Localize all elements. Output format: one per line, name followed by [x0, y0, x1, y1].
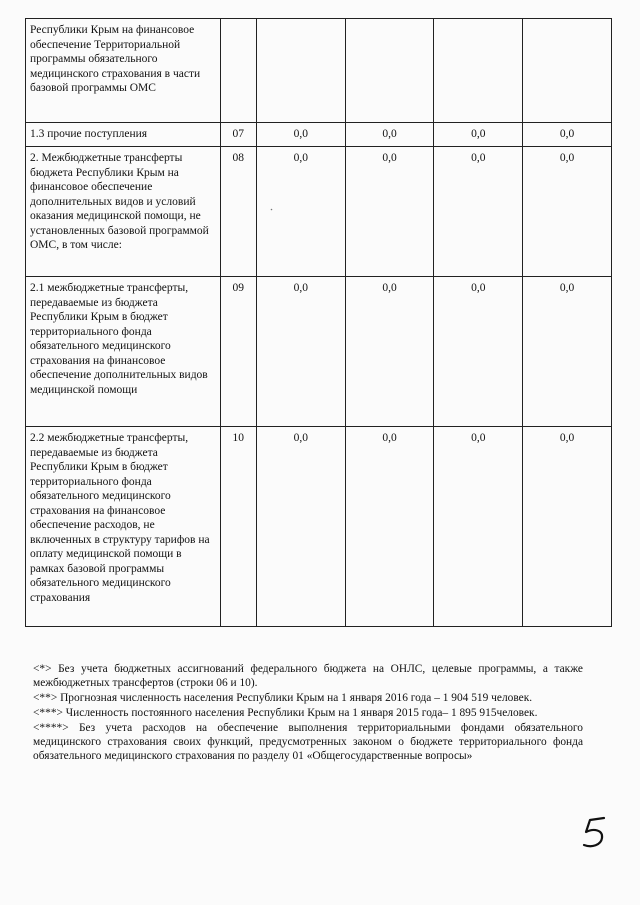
row-value-text: 0,0 [293, 282, 309, 294]
row-description-text: 2.2 межбюджетные трансферты, передаваемые из бюджета Республики Крым в бюджет территориального фонда обязательного медицинского страхования на финансовое обеспечение расходов, не включенных в структуру тарифов на оплату медицинской помощи в рамках базовой программы обязательного медицинского страхования [30, 432, 210, 604]
footnote: <****> Без учета расходов на обеспечение выполнения территориальными фондами обязательного медицинского страхования своих функций, предусмотренных законом о бюджете территориального фонда обязательного медицинского страхования по разделу 01 «Общегосударственные вопросы» [33, 722, 583, 762]
row-value [434, 147, 523, 277]
row-description-text: 2.1 межбюджетные трансферты, передаваемые из бюджета Республики Крым в бюджет территориального фонда обязательного медицинского страхования на финансовое обеспечение дополнительных видов медицинской помощи [30, 282, 208, 396]
handwritten-page-number [576, 812, 616, 852]
row-value-text: 0,0 [471, 282, 486, 294]
row-code-text: 07 [232, 128, 245, 140]
table-row [26, 147, 612, 277]
row-code [220, 427, 256, 627]
row-value [434, 277, 523, 427]
row-value [523, 147, 612, 277]
table-row [26, 427, 612, 627]
row-description-text: Республики Крым на финансовое обеспечение Территориальной программы обязательного медицинского страхования в части базовой программы ОМС [30, 24, 201, 94]
row-description [26, 19, 221, 123]
table-row [26, 277, 612, 427]
row-value-text: 0,0 [382, 282, 397, 294]
row-code [220, 19, 256, 123]
row-value-text: 0,0 [559, 152, 575, 164]
row-value [345, 277, 434, 427]
row-value [345, 147, 434, 277]
row-value-text: 0,0 [382, 128, 397, 140]
footnote: <**> Прогнозная численность населения Республики Крым на 1 января 2016 года – 1 904 519 человек. [33, 692, 533, 704]
row-value [523, 123, 612, 147]
row-code [220, 147, 256, 277]
row-value-text: 0,0 [382, 152, 397, 164]
row-value [345, 123, 434, 147]
row-code [220, 123, 256, 147]
row-value [256, 19, 345, 123]
row-value [434, 123, 523, 147]
row-code-text: 10 [232, 432, 245, 444]
row-value-text: 0,0 [293, 432, 309, 444]
scan-speck [270, 198, 273, 201]
row-value [345, 19, 434, 123]
row-value-text: 0,0 [382, 432, 397, 444]
row-value [434, 19, 523, 123]
row-description [26, 123, 221, 147]
footnote: <*> Без учета бюджетных ассигнований федерального бюджета на ОНЛС, целевые программы, а также межбюджетных трансфертов (строки 06 и 10). [33, 663, 583, 689]
table-row [26, 19, 612, 123]
row-code-text: 09 [232, 282, 245, 294]
row-description-text: 1.3 прочие поступления [30, 128, 148, 140]
row-value-text: 0,0 [293, 128, 309, 140]
row-value-text: 0,0 [471, 152, 486, 164]
row-value-text: 0,0 [293, 152, 309, 164]
row-value [256, 277, 345, 427]
row-description [26, 427, 221, 627]
row-value [523, 19, 612, 123]
row-description [26, 277, 221, 427]
row-value [523, 277, 612, 427]
row-value [345, 427, 434, 627]
row-value-text: 0,0 [559, 128, 575, 140]
row-description [26, 147, 221, 277]
row-value-text: 0,0 [559, 432, 575, 444]
row-value [523, 427, 612, 627]
row-value-text: 0,0 [471, 128, 486, 140]
row-value [256, 147, 345, 277]
row-value [256, 123, 345, 147]
table-row [26, 123, 612, 147]
footnote: <***> Численность постоянного населения Республики Крым на 1 января 2015 года– 1 895 915человек. [33, 707, 538, 719]
row-description-text: 2. Межбюджетные трансферты бюджета Республики Крым на финансовое обеспечение дополнительных видов и условий оказания медицинской помощи, не установленных базовой программой ОМС, в том числе: [30, 152, 209, 251]
row-value [256, 427, 345, 627]
row-value-text: 0,0 [471, 432, 486, 444]
row-value [434, 427, 523, 627]
row-code [220, 277, 256, 427]
budget-table [25, 18, 612, 627]
footnotes [33, 662, 583, 764]
row-code-text: 08 [232, 152, 245, 164]
row-value-text: 0,0 [559, 282, 575, 294]
handwritten-five-icon [576, 812, 616, 852]
scan-speck-mark [270, 208, 273, 211]
